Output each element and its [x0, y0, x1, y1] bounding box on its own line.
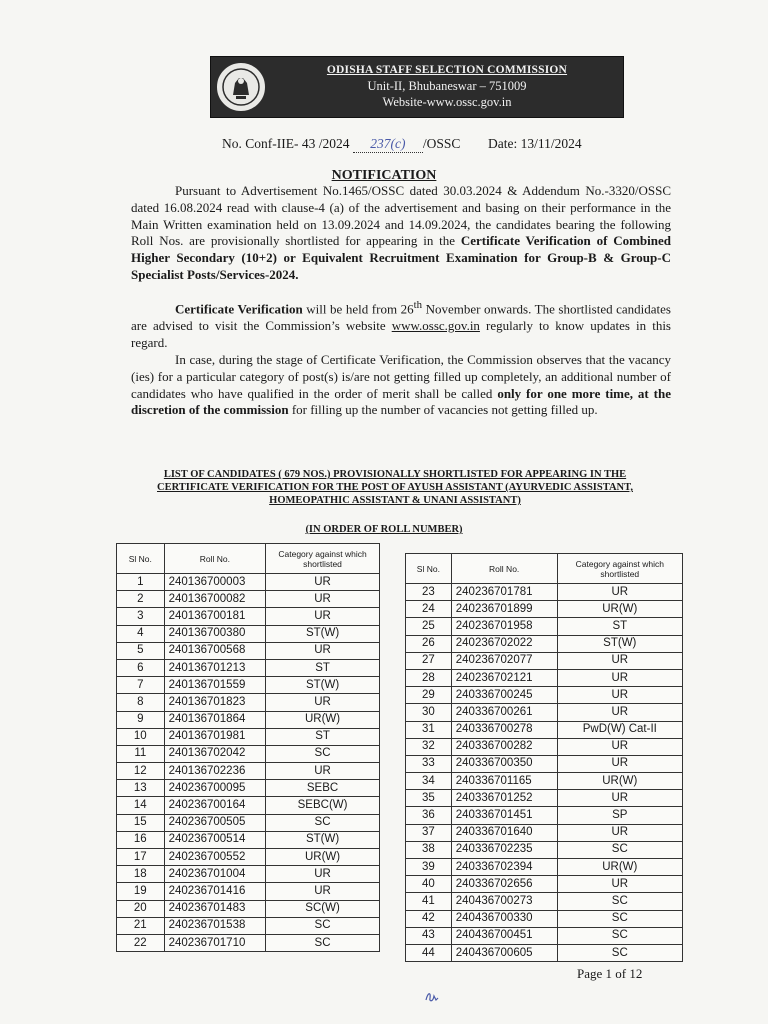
table-row [406, 927, 683, 944]
cell-roll-no: 240236701899 [451, 601, 557, 618]
notification-title: NOTIFICATION [331, 168, 437, 183]
column-category: Category against which shortlisted [266, 544, 380, 574]
column-roll-no: Roll No. [164, 544, 265, 574]
cell-category: UR [557, 876, 682, 893]
table-row [117, 625, 380, 642]
organization-name: ODISHA STAFF SELECTION COMMISSION [326, 64, 568, 76]
table-row [406, 773, 683, 790]
cell-sl-no: 13 [117, 780, 165, 797]
cell-category: UR [266, 763, 380, 780]
cell-category: UR [557, 687, 682, 704]
table-row [406, 618, 683, 635]
organization-website: Website-www.ossc.gov.in [382, 95, 512, 109]
cell-sl-no: 43 [406, 927, 452, 944]
cell-category: UR [557, 738, 682, 755]
cell-category: SP [557, 807, 682, 824]
table-row [117, 934, 380, 951]
cell-category: ST(W) [266, 831, 380, 848]
cell-sl-no: 32 [406, 738, 452, 755]
cell-category: PwD(W) Cat-II [557, 721, 682, 738]
cell-sl-no: 27 [406, 652, 452, 669]
cell-roll-no: 240236701958 [451, 618, 557, 635]
paragraph-2 [131, 297, 671, 352]
table-row [406, 584, 683, 601]
cell-category: UR(W) [266, 711, 380, 728]
cell-sl-no: 29 [406, 687, 452, 704]
cell-sl-no: 34 [406, 773, 452, 790]
organization-address: Unit-II, Bhubaneswar – 751009 [367, 79, 527, 93]
table-row [117, 694, 380, 711]
cell-category: SC(W) [266, 900, 380, 917]
table-row [117, 917, 380, 934]
table-row [406, 859, 683, 876]
table-row [406, 807, 683, 824]
paragraph-1 [131, 183, 671, 284]
cell-sl-no: 4 [117, 625, 165, 642]
table-row [406, 841, 683, 858]
cell-roll-no: 240136701981 [164, 728, 265, 745]
table-row [406, 738, 683, 755]
table-row [117, 677, 380, 694]
cell-category: UR [557, 824, 682, 841]
table-row [117, 780, 380, 797]
cell-category: UR(W) [557, 601, 682, 618]
cell-roll-no: 240136700568 [164, 642, 265, 659]
column-category: Category against which shortlisted [557, 554, 682, 584]
cell-roll-no: 240236702121 [451, 669, 557, 686]
cell-sl-no: 16 [117, 831, 165, 848]
cell-category: UR [557, 755, 682, 772]
cell-sl-no: 22 [117, 934, 165, 951]
cell-roll-no: 240236702077 [451, 652, 557, 669]
reference-line [222, 136, 582, 153]
cell-roll-no: 240236700552 [164, 849, 265, 866]
cell-category: UR [557, 790, 682, 807]
table-header-row [117, 544, 380, 574]
cell-sl-no: 30 [406, 704, 452, 721]
cell-roll-no: 240436700451 [451, 927, 557, 944]
table-row [117, 745, 380, 762]
cell-sl-no: 1 [117, 574, 165, 591]
table-row [117, 797, 380, 814]
cell-category: SC [557, 893, 682, 910]
paragraph-1-text: Pursuant to Advertisement No.1465/OSSC dated 30.03.2024 & Addendum No.-3320/OSSC dated 16.08.2024 read with clause-4 (a) of the advertisement and basing on their performance in the Main Written examination held on 13.09.2024 and 14.09.2024, the candidates bearing the following Roll Nos. are provisionally shortlisted for appearing in the [131, 183, 671, 249]
table-row [406, 893, 683, 910]
table-row [406, 755, 683, 772]
cell-category: UR [266, 694, 380, 711]
cell-roll-no: 240136700181 [164, 608, 265, 625]
cell-sl-no: 28 [406, 669, 452, 686]
table-row [117, 642, 380, 659]
letterhead-box [210, 56, 624, 118]
cell-roll-no: 240236701004 [164, 866, 265, 883]
cell-roll-no: 240136701823 [164, 694, 265, 711]
cell-sl-no: 5 [117, 642, 165, 659]
page-number: Page 1 of 12 [577, 966, 643, 981]
candidates-table-left [116, 543, 380, 952]
cell-category: UR [266, 608, 380, 625]
cell-roll-no: 240336701451 [451, 807, 557, 824]
cell-roll-no: 240336700350 [451, 755, 557, 772]
cell-category: SC [557, 927, 682, 944]
paragraph-2-text2: November onwards. The shortlisted candidates are advised to visit the Commission’s website [131, 301, 671, 334]
cell-roll-no: 240336701640 [451, 824, 557, 841]
cell-roll-no: 240136701213 [164, 659, 265, 676]
cell-category: UR [266, 574, 380, 591]
cell-category: SC [557, 910, 682, 927]
cell-sl-no: 36 [406, 807, 452, 824]
table-row [117, 659, 380, 676]
cell-category: UR [266, 591, 380, 608]
cell-roll-no: 240236701538 [164, 917, 265, 934]
cell-sl-no: 20 [117, 900, 165, 917]
cell-sl-no: 15 [117, 814, 165, 831]
cell-roll-no: 240336701165 [451, 773, 557, 790]
table-row [117, 831, 380, 848]
cell-roll-no: 240236702022 [451, 635, 557, 652]
cell-category: UR(W) [557, 773, 682, 790]
cell-sl-no: 24 [406, 601, 452, 618]
table-row [117, 574, 380, 591]
table-row [406, 910, 683, 927]
cell-sl-no: 17 [117, 849, 165, 866]
cell-sl-no: 18 [117, 866, 165, 883]
cell-roll-no: 240336701252 [451, 790, 557, 807]
cell-sl-no: 39 [406, 859, 452, 876]
reference-handwritten: 237(c) [353, 136, 423, 153]
cell-roll-no: 240336702394 [451, 859, 557, 876]
paragraph-2-text3: regularly to know updates in this regard. [131, 318, 671, 350]
column-roll-no: Roll No. [451, 554, 557, 584]
cell-roll-no: 240436700330 [451, 910, 557, 927]
table-row [117, 711, 380, 728]
cell-category: ST(W) [266, 625, 380, 642]
table-row [406, 704, 683, 721]
list-order-note: (IN ORDER OF ROLL NUMBER) [305, 524, 463, 535]
cell-category: ST(W) [266, 677, 380, 694]
paragraph-3-text: In case, during the stage of Certificate Verification, the Commission observes that the vacancy (ies) for a particular category of post(s) is/are not getting filled up completely, an additional number of candidates who have qualified in the order of merit shall be called [131, 352, 671, 401]
cell-sl-no: 11 [117, 745, 165, 762]
cell-category: UR [557, 669, 682, 686]
column-sl-no: Sl No. [406, 554, 452, 584]
cell-category: UR [266, 883, 380, 900]
cell-sl-no: 9 [117, 711, 165, 728]
cell-sl-no: 26 [406, 635, 452, 652]
cell-roll-no: 240336702656 [451, 876, 557, 893]
reference-suffix: /OSSC [422, 136, 461, 151]
cell-roll-no: 240236701416 [164, 883, 265, 900]
cell-roll-no: 240336700282 [451, 738, 557, 755]
website-link[interactable]: www.ossc.gov.in [391, 318, 480, 334]
cell-roll-no: 240436700273 [451, 893, 557, 910]
cell-sl-no: 6 [117, 659, 165, 676]
table-row [117, 608, 380, 625]
cell-sl-no: 25 [406, 618, 452, 635]
cell-sl-no: 7 [117, 677, 165, 694]
table-row [406, 944, 683, 961]
cell-sl-no: 41 [406, 893, 452, 910]
table-row [406, 669, 683, 686]
cell-category: ST [266, 659, 380, 676]
cell-category: UR(W) [557, 859, 682, 876]
cell-sl-no: 19 [117, 883, 165, 900]
cell-category: ST [557, 618, 682, 635]
cell-sl-no: 23 [406, 584, 452, 601]
table-row [117, 849, 380, 866]
table-row [117, 591, 380, 608]
cell-category: UR [557, 704, 682, 721]
paragraph-2-sup: th [413, 299, 423, 311]
cell-sl-no: 3 [117, 608, 165, 625]
table-row [406, 652, 683, 669]
odisha-emblem-icon [215, 61, 267, 113]
cell-roll-no: 240336700245 [451, 687, 557, 704]
cell-category: SEBC [266, 780, 380, 797]
table-header-row [406, 554, 683, 584]
table-row [117, 900, 380, 917]
cell-sl-no: 12 [117, 763, 165, 780]
cell-roll-no: 240236700095 [164, 780, 265, 797]
table-row [117, 814, 380, 831]
paragraph-2-bold: Certificate Verification [175, 301, 303, 317]
list-title: LIST OF CANDIDATES ( 679 NOS.) PROVISIONALLY SHORTLISTED FOR APPEARING IN THE CERTIFICATE VERIFICATION FOR THE POST OF AYUSH ASSISTANT (AYURVEDIC ASSISTANT, HOMEOPATHIC ASSISTANT & UNANI ASSISTANT) [157, 469, 633, 506]
cell-roll-no: 240336700278 [451, 721, 557, 738]
cell-roll-no: 240236701710 [164, 934, 265, 951]
cell-roll-no: 240236700514 [164, 831, 265, 848]
cell-roll-no: 240336702235 [451, 841, 557, 858]
cell-roll-no: 240136700082 [164, 591, 265, 608]
cell-category: SEBC(W) [266, 797, 380, 814]
notification-date: Date: 13/11/2024 [488, 136, 582, 151]
cell-roll-no: 240236700505 [164, 814, 265, 831]
cell-sl-no: 31 [406, 721, 452, 738]
cell-category: UR [557, 652, 682, 669]
table-row [406, 876, 683, 893]
cell-roll-no: 240136700380 [164, 625, 265, 642]
cell-category: UR [266, 642, 380, 659]
reference-prefix: No. Conf-IIE- 43 /2024 [222, 136, 350, 151]
table-row [406, 721, 683, 738]
column-sl-no: Sl No. [117, 544, 165, 574]
table-row [406, 790, 683, 807]
cell-category: SC [557, 944, 682, 961]
table-row [117, 763, 380, 780]
table-row [117, 728, 380, 745]
cell-sl-no: 10 [117, 728, 165, 745]
cell-category: ST(W) [557, 635, 682, 652]
paragraph-3 [131, 352, 671, 419]
paragraph-2-text: will be held from 26 [302, 301, 414, 317]
cell-sl-no: 38 [406, 841, 452, 858]
cell-roll-no: 240236701483 [164, 900, 265, 917]
cell-category: UR(W) [266, 849, 380, 866]
paragraph-3-bold: only for one more time, at the discretion of the commission [131, 385, 671, 418]
paragraph-1-bold: Certificate Verification of Combined Higher Secondary (10+2) or Equivalent Recruitment Examination for Group-B & Group-C Specialist Posts/Services-2024. [131, 233, 671, 282]
cell-sl-no: 8 [117, 694, 165, 711]
cell-roll-no: 240136701864 [164, 711, 265, 728]
table-row [117, 866, 380, 883]
cell-category: UR [266, 866, 380, 883]
cell-sl-no: 21 [117, 917, 165, 934]
cell-category: SC [266, 934, 380, 951]
cell-roll-no: 240236701781 [451, 584, 557, 601]
cell-category: ST [266, 728, 380, 745]
cell-roll-no: 240436700605 [451, 944, 557, 961]
handwritten-initials-icon [424, 990, 440, 1004]
cell-sl-no: 40 [406, 876, 452, 893]
table-row [406, 635, 683, 652]
cell-roll-no: 240336700261 [451, 704, 557, 721]
cell-category: SC [266, 745, 380, 762]
cell-category: SC [266, 814, 380, 831]
cell-roll-no: 240136700003 [164, 574, 265, 591]
cell-sl-no: 35 [406, 790, 452, 807]
cell-roll-no: 240136702042 [164, 745, 265, 762]
table-row [406, 601, 683, 618]
cell-category: SC [266, 917, 380, 934]
cell-sl-no: 42 [406, 910, 452, 927]
candidates-table-right [405, 553, 683, 962]
table-row [406, 824, 683, 841]
cell-category: UR [557, 584, 682, 601]
table-row [117, 883, 380, 900]
cell-sl-no: 2 [117, 591, 165, 608]
cell-roll-no: 240236700164 [164, 797, 265, 814]
cell-roll-no: 240136702236 [164, 763, 265, 780]
cell-category: SC [557, 841, 682, 858]
cell-sl-no: 14 [117, 797, 165, 814]
cell-roll-no: 240136701559 [164, 677, 265, 694]
cell-sl-no: 44 [406, 944, 452, 961]
table-row [406, 687, 683, 704]
cell-sl-no: 37 [406, 824, 452, 841]
cell-sl-no: 33 [406, 755, 452, 772]
paragraph-3-text2: for filling up the number of vacancies not getting filled up. [288, 402, 598, 418]
